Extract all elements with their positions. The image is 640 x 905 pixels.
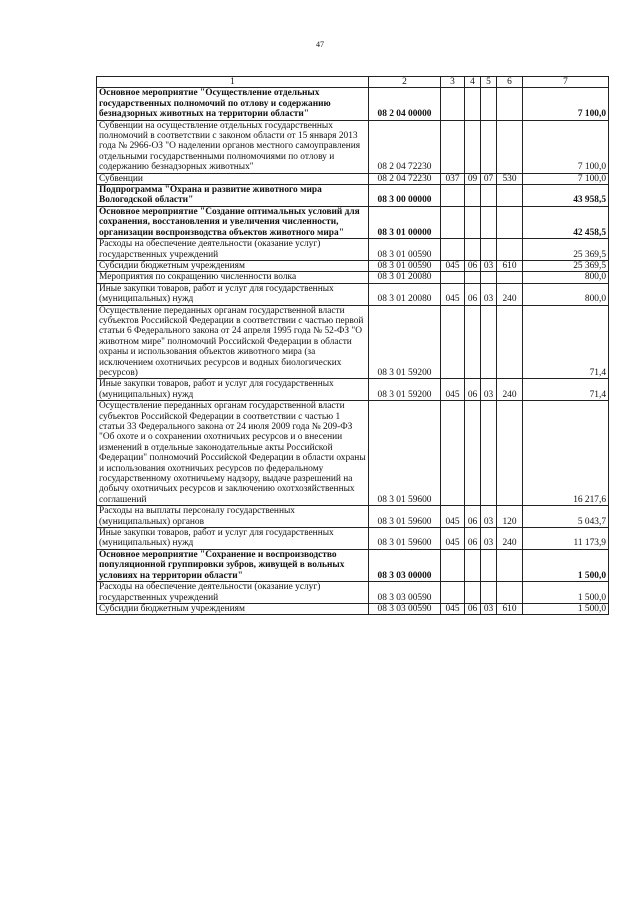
row-name-cell: Субвенции	[97, 173, 369, 184]
row-amount-cell: 7 100,0	[523, 120, 609, 173]
row-col6-cell	[497, 582, 523, 604]
row-col4-cell: 06	[465, 528, 481, 550]
row-col3-cell	[441, 239, 465, 261]
row-col6-cell: 120	[497, 506, 523, 528]
row-col4-cell	[465, 88, 481, 120]
row-code-cell: 08 3 01 59600	[369, 506, 441, 528]
row-code-cell: 08 2 04 00000	[369, 88, 441, 120]
table-row	[97, 379, 609, 401]
row-amount-cell: 25 369,5	[523, 260, 609, 271]
row-code-cell: 08 3 01 20080	[369, 272, 441, 283]
row-code-cell: 08 3 01 00000	[369, 206, 441, 238]
row-name-cell: Расходы на обеспечение деятельности (оказание услуг) государственных учреждений	[97, 239, 369, 261]
column-header-row	[97, 77, 609, 88]
row-col6-cell: 240	[497, 379, 523, 401]
row-code-cell: 08 3 03 00590	[369, 603, 441, 614]
table-row	[97, 206, 609, 238]
row-name-cell: Осуществление переданных органам государственной власти субъектов Российской Федерации в соответствии с частью 1 статьи 33 Федерального закона от 24 июля 2009 года № 209-ФЗ "Об охоте и о сохранении охотничьих ресурсов и о внесении изменений в отдельные законодательные акты Российской Федерации" полномочий Российской Федерации в области охраны и использования охотничьих ресурсов по федеральному государственному охотничьему надзору, выдаче разрешений на добычу охотничьих ресурсов и заключению охотхозяйственных соглашений	[97, 401, 369, 506]
row-amount-cell: 1 500,0	[523, 582, 609, 604]
row-col4-cell: 06	[465, 506, 481, 528]
row-col3-cell	[441, 120, 465, 173]
row-col4-cell: 09	[465, 173, 481, 184]
row-col3-cell	[441, 272, 465, 283]
row-col6-cell	[497, 305, 523, 379]
row-col3-cell	[441, 206, 465, 238]
row-code-cell: 08 2 04 72230	[369, 120, 441, 173]
row-col6-cell	[497, 120, 523, 173]
row-code-cell: 08 2 04 72230	[369, 173, 441, 184]
row-name-cell: Основное мероприятие "Сохранение и воспроизводство популяционной группировки зубров, живущей в вольных условиях на территории области"	[97, 549, 369, 581]
row-name-cell: Иные закупки товаров, работ и услуг для государственных (муниципальных) нужд	[97, 528, 369, 550]
row-col4-cell	[465, 272, 481, 283]
row-col3-cell	[441, 582, 465, 604]
row-col4-cell: 06	[465, 260, 481, 271]
row-code-cell: 08 3 01 00590	[369, 239, 441, 261]
table-row	[97, 582, 609, 604]
row-col5-cell	[481, 239, 497, 261]
row-col5-cell	[481, 206, 497, 238]
row-name-cell: Расходы на выплаты персоналу государственных (муниципальных) органов	[97, 506, 369, 528]
row-amount-cell: 5 043,7	[523, 506, 609, 528]
table-row	[97, 603, 609, 614]
row-code-cell: 08 3 03 00000	[369, 549, 441, 581]
row-col5-cell	[481, 401, 497, 506]
row-code-cell: 08 3 01 59600	[369, 401, 441, 506]
row-col6-cell: 240	[497, 283, 523, 305]
row-code-cell: 08 3 00 00000	[369, 185, 441, 207]
budget-table	[96, 76, 609, 615]
row-code-cell: 08 3 01 59600	[369, 528, 441, 550]
table-row	[97, 239, 609, 261]
table-row	[97, 283, 609, 305]
row-col3-cell: 045	[441, 283, 465, 305]
row-col6-cell: 530	[497, 173, 523, 184]
row-col3-cell: 045	[441, 260, 465, 271]
row-code-cell: 08 3 01 20080	[369, 283, 441, 305]
row-col3-cell: 045	[441, 603, 465, 614]
table-row	[97, 173, 609, 184]
row-amount-cell: 7 100,0	[523, 173, 609, 184]
row-col5-cell	[481, 582, 497, 604]
row-col3-cell	[441, 401, 465, 506]
table-row	[97, 272, 609, 283]
row-name-cell: Основное мероприятие "Осуществление отдельных государственных полномочий по отлову и содержанию безнадзорных животных на территории области"	[97, 88, 369, 120]
column-header: 7	[523, 77, 609, 88]
row-code-cell: 08 3 01 59200	[369, 305, 441, 379]
table-row	[97, 88, 609, 120]
column-header: 6	[497, 77, 523, 88]
row-col3-cell: 045	[441, 506, 465, 528]
row-col5-cell: 03	[481, 260, 497, 271]
row-col6-cell	[497, 239, 523, 261]
row-code-cell: 08 3 01 59200	[369, 379, 441, 401]
row-name-cell: Иные закупки товаров, работ и услуг для государственных (муниципальных) нужд	[97, 379, 369, 401]
row-amount-cell: 43 958,5	[523, 185, 609, 207]
row-col6-cell: 610	[497, 260, 523, 271]
row-amount-cell: 1 500,0	[523, 603, 609, 614]
row-col6-cell	[497, 88, 523, 120]
row-col4-cell	[465, 401, 481, 506]
row-col6-cell	[497, 206, 523, 238]
row-name-cell: Основное мероприятие "Создание оптимальных условий для сохранения, восстановления и увеличения численности, организации воспроизводства объектов животного мира"	[97, 206, 369, 238]
table-row	[97, 120, 609, 173]
row-col5-cell: 03	[481, 603, 497, 614]
row-col6-cell	[497, 549, 523, 581]
table-row	[97, 260, 609, 271]
row-amount-cell: 71,4	[523, 305, 609, 379]
table-row	[97, 401, 609, 506]
row-col6-cell: 610	[497, 603, 523, 614]
row-code-cell: 08 3 03 00590	[369, 582, 441, 604]
row-name-cell: Субвенции на осуществление отдельных государственных полномочий в соответствии с законом области от 15 января 2013 года № 2966-ОЗ "О наделении органов местного самоуправления отдельными государственными полномочиями по отлову и содержанию безнадзорных животных"	[97, 120, 369, 173]
row-amount-cell: 42 458,5	[523, 206, 609, 238]
row-col4-cell: 06	[465, 603, 481, 614]
row-col3-cell: 045	[441, 379, 465, 401]
row-name-cell: Иные закупки товаров, работ и услуг для государственных (муниципальных) нужд	[97, 283, 369, 305]
row-col4-cell	[465, 206, 481, 238]
column-header: 5	[481, 77, 497, 88]
row-name-cell: Мероприятия по сокращению численности волка	[97, 272, 369, 283]
row-col3-cell	[441, 305, 465, 379]
column-header: 2	[369, 77, 441, 88]
row-amount-cell: 25 369,5	[523, 239, 609, 261]
row-col4-cell	[465, 582, 481, 604]
row-col4-cell: 06	[465, 283, 481, 305]
row-amount-cell: 71,4	[523, 379, 609, 401]
row-col3-cell: 045	[441, 528, 465, 550]
row-col5-cell	[481, 88, 497, 120]
row-col5-cell: 03	[481, 528, 497, 550]
row-col6-cell: 240	[497, 528, 523, 550]
row-amount-cell: 800,0	[523, 283, 609, 305]
row-col5-cell: 03	[481, 283, 497, 305]
row-col4-cell	[465, 185, 481, 207]
table-row	[97, 528, 609, 550]
row-col4-cell	[465, 239, 481, 261]
column-header: 4	[465, 77, 481, 88]
row-col5-cell: 03	[481, 506, 497, 528]
row-name-cell: Субсидии бюджетным учреждениям	[97, 603, 369, 614]
row-col5-cell	[481, 185, 497, 207]
table-row	[97, 506, 609, 528]
row-col5-cell	[481, 305, 497, 379]
row-col4-cell: 06	[465, 379, 481, 401]
row-col3-cell	[441, 185, 465, 207]
row-col3-cell	[441, 549, 465, 581]
row-name-cell: Расходы на обеспечение деятельности (оказание услуг) государственных учреждений	[97, 582, 369, 604]
row-col5-cell	[481, 549, 497, 581]
row-amount-cell: 11 173,9	[523, 528, 609, 550]
row-col5-cell	[481, 272, 497, 283]
row-col5-cell: 07	[481, 173, 497, 184]
table-row	[97, 549, 609, 581]
row-col3-cell	[441, 88, 465, 120]
table-row	[97, 305, 609, 379]
row-col4-cell	[465, 549, 481, 581]
row-col6-cell	[497, 185, 523, 207]
row-col6-cell	[497, 272, 523, 283]
row-code-cell: 08 3 01 00590	[369, 260, 441, 271]
row-amount-cell: 1 500,0	[523, 549, 609, 581]
row-col5-cell	[481, 120, 497, 173]
row-col6-cell	[497, 401, 523, 506]
row-name-cell: Подпрограмма "Охрана и развитие животного мира Вологодской области"	[97, 185, 369, 207]
row-col4-cell	[465, 120, 481, 173]
row-col5-cell: 03	[481, 379, 497, 401]
row-name-cell: Осуществление переданных органам государственной власти субъектов Российской Федерации в соответствии с частью первой статьи 6 Федерального закона от 24 апреля 1995 года № 52-ФЗ "О животном мире" полномочий Российской Федерации в области охраны и использования объектов животного мира (за исключением охотничьих ресурсов и водных биологических ресурсов)	[97, 305, 369, 379]
table-row	[97, 185, 609, 207]
row-name-cell: Субсидии бюджетным учреждениям	[97, 260, 369, 271]
column-header: 3	[441, 77, 465, 88]
row-amount-cell: 16 217,6	[523, 401, 609, 506]
row-amount-cell: 7 100,0	[523, 88, 609, 120]
page-number: 47	[316, 40, 324, 49]
column-header: 1	[97, 77, 369, 88]
table-body	[97, 77, 609, 615]
row-col3-cell: 037	[441, 173, 465, 184]
row-amount-cell: 800,0	[523, 272, 609, 283]
row-col4-cell	[465, 305, 481, 379]
